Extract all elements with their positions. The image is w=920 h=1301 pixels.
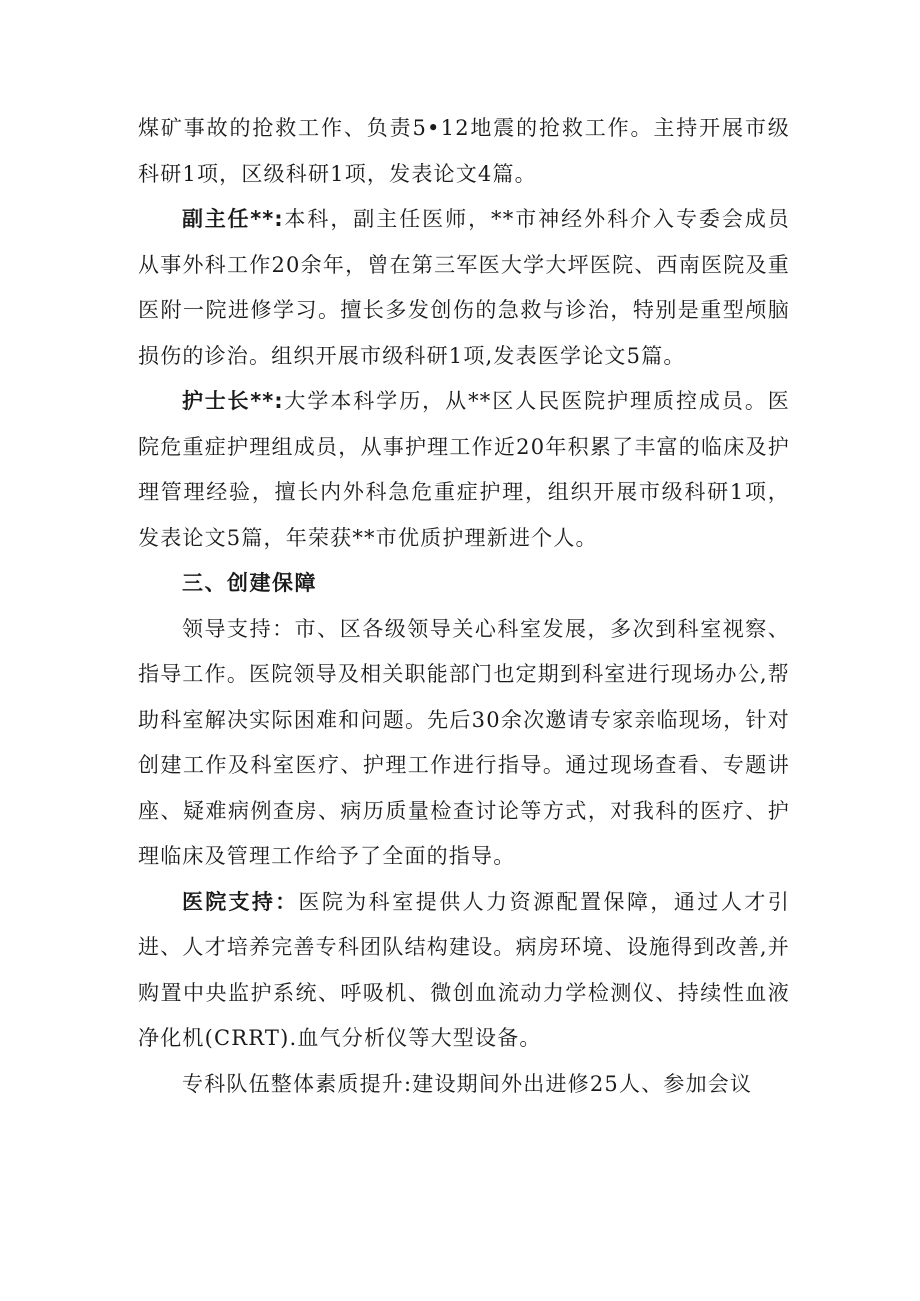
paragraph-text: 本科，副主任医师，**市神经外科介入专委会成员从事外科工作20余年，曾在第三军医大学大坪医院、西南医院及重医附一院进修学习。擅长多发创伤的急救与诊治，特别是重型颅脑损伤的诊治。组织开展市级科研1项,发表医学论文5篇。	[138, 207, 790, 368]
paragraph-lead-label: 医院支持：	[182, 889, 299, 914]
paragraph-deputy-director	[138, 197, 790, 379]
paragraph-continued	[138, 106, 790, 197]
paragraph-text: 领导支持：市、区各级领导关心科室发展，多次到科室视察、指导工作。医院领导及相关职能部门也定期到科室进行现场办公,帮助科室解决实际困难和问题。先后30余次邀请专家亲临现场，针对创建工作及科室医疗、护理工作进行指导。通过现场查看、专题讲座、疑难病例查房、病历质量检查讨论等方式，对我科的医疗、护理临床及管理工作给予了全面的指导。	[138, 616, 790, 868]
paragraph-team-quality	[138, 1062, 790, 1108]
section-heading: 三、创建保障	[182, 571, 317, 595]
paragraph-text: 医院为科室提供人力资源配置保障，通过人才引进、人才培养完善专科团队结构建设。病房环境、设施得到改善,并购置中央监护系统、呼吸机、微创血流动力学检测仪、持续性血液净化机(CRRT).血气分析仪等大型设备。	[138, 889, 790, 1050]
paragraph-text: 专科队伍整体素质提升:建设期间外出进修25人、参加会议	[182, 1071, 753, 1096]
paragraph-leadership-support	[138, 607, 790, 880]
paragraph-lead-label: 副主任**:	[182, 207, 284, 231]
paragraph-text: 煤矿事故的抢救工作、负责5•12地震的抢救工作。主持开展市级科研1项，区级科研1项，发表论文4篇。	[138, 116, 790, 186]
paragraph-text: 大学本科学历，从**区人民医院护理质控成员。医院危重症护理组成员，从事护理工作近20年积累了丰富的临床及护理管理经验，擅长内外科急危重症护理，组织开展市级科研1项，发表论文5篇，年荣获**市优质护理新进个人。	[138, 389, 790, 550]
paragraph-head-nurse	[138, 379, 790, 561]
paragraph-hospital-support	[138, 880, 790, 1062]
paragraph-lead-label: 护士长**:	[182, 389, 284, 413]
document-body	[138, 106, 790, 1107]
